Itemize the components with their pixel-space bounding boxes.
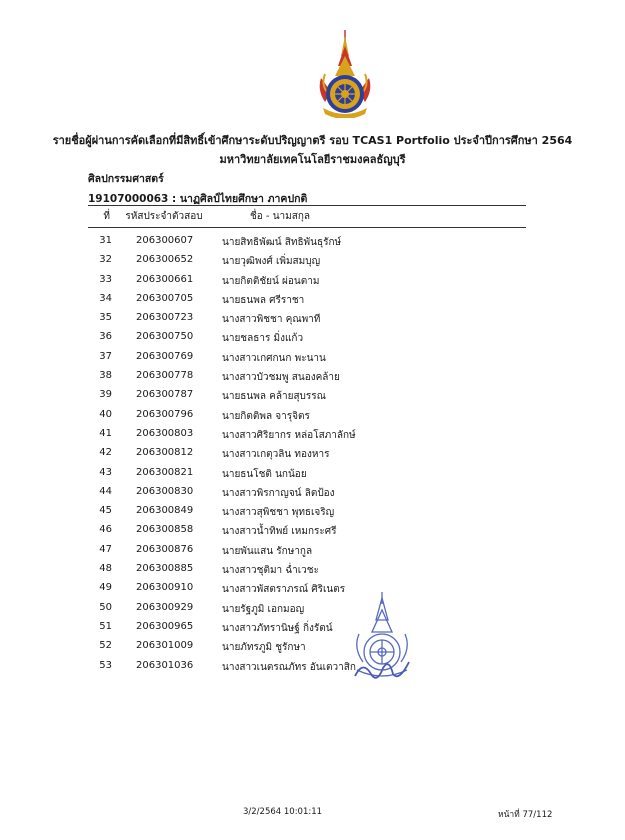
row-number: 45 [99,505,112,517]
row-full-name: นายกิตติพล จารุจิตร [222,410,310,422]
row-full-name: นางสาวชุติมา ฉ่ำเวชะ [222,565,319,577]
row-exam-id: 206300830 [136,485,194,497]
print-timestamp: 3/2/2564 10:01:11 [243,807,323,817]
table-row [0,579,625,598]
row-exam-id: 206300849 [136,505,194,517]
program-name: 19107000063 : นาฏศิลป์ไทยศึกษา ภาคปกติ [88,193,308,205]
row-exam-id: 206300661 [136,273,194,285]
row-number: 34 [99,292,112,304]
row-exam-id: 206300858 [136,524,194,536]
row-exam-id: 206300750 [136,331,194,343]
row-exam-id: 206301036 [136,659,194,671]
row-full-name: นางสาวพัสตราภรณ์ ศิริเนตร [222,584,346,596]
row-full-name: นายสิทธิพัฒน์ สิทธิพันธุรักษ์ [222,237,342,248]
row-full-name: นายกิตติชัยน์ ผ่อนตาม [222,275,320,287]
row-full-name: นายธนโชติ นกน้อย [222,468,307,480]
row-exam-id: 206300876 [136,543,194,555]
row-number: 36 [99,331,112,343]
seal-stamp-icon [349,590,415,686]
row-exam-id: 206300812 [136,447,194,459]
row-number: 33 [99,273,112,285]
row-number: 52 [99,640,112,652]
row-number: 37 [99,350,112,362]
university-name: มหาวิทยาลัยเทคโนโลยีราชมงคลธัญบุรี [219,153,406,166]
row-full-name: นายวุฒิพงศ์ เพิ่มสมบุญ [222,256,321,268]
table-row [0,464,625,483]
row-number: 31 [99,235,112,246]
row-exam-id: 206300929 [136,601,194,613]
row-full-name: นางสาวบัวชมพู สนองคล้าย [222,372,340,384]
table-row [0,541,625,560]
row-exam-id: 206300723 [136,312,194,324]
row-number: 47 [99,543,112,555]
row-full-name: นายภัทรภูมิ ชูรักษา [222,642,306,654]
row-full-name: นายชลธาร มิ่งแก้ว [222,333,304,345]
table-row [0,367,625,386]
row-exam-id: 206300787 [136,389,194,401]
row-exam-id: 206300778 [136,370,194,382]
row-exam-id: 206300769 [136,350,194,362]
student-list [0,232,625,676]
table-row [0,502,625,521]
row-full-name: นางสาวศิริยากร หล่อโสภาลักษ์ [222,429,356,441]
table-row [0,309,625,328]
column-header-number: ที่ [103,211,110,222]
table-row [0,406,625,425]
page-number: หน้าที่ 77/112 [498,810,553,820]
table-row [0,271,625,290]
column-header-full-name: ชื่อ - นามสกุล [249,211,311,222]
row-exam-id: 206300796 [136,408,194,420]
row-exam-id: 206300821 [136,466,194,478]
table-row [0,657,625,676]
table-row [0,618,625,637]
row-number: 39 [99,389,112,401]
table-row [0,483,625,502]
row-number: 46 [99,524,112,536]
row-number: 49 [99,582,112,594]
row-number: 51 [99,620,112,632]
table-row [0,251,625,270]
table-row [0,232,625,251]
row-full-name: นางสาวน้ำทิพย์ เหมกระศรี [222,526,337,538]
table-row [0,637,625,656]
row-number: 43 [99,466,112,478]
university-emblem-icon [315,30,375,118]
table-row [0,521,625,540]
table-row [0,328,625,347]
table-row [0,599,625,618]
row-number: 38 [99,370,112,382]
row-number: 42 [99,447,112,459]
row-number: 40 [99,408,112,420]
row-full-name: นางสาวเนตรณภัทร อันเตวาสิก [222,661,356,673]
row-exam-id: 206300652 [136,254,194,266]
column-header-exam-id: รหัสประจำตัวสอบ [125,211,203,222]
row-number: 50 [99,601,112,613]
row-full-name: นายธนพล ศรีราชา [222,294,305,306]
row-exam-id: 206300607 [136,235,194,246]
table-row [0,444,625,463]
table-row [0,290,625,309]
table-row [0,425,625,444]
row-number: 44 [99,485,112,497]
table-row [0,348,625,367]
table-row [0,560,625,579]
table-row [0,386,625,405]
row-full-name: นางสาวพิชชา คุณพาที [222,314,321,326]
row-exam-id: 206300965 [136,620,194,632]
row-exam-id: 206300705 [136,292,194,304]
row-full-name: นายรัฐภูมิ เอกมอญ [222,603,305,615]
document-title: รายชื่อผู้ผ่านการคัดเลือกที่มีสิทธิ์เข้าศึกษาระดับปริญญาตรี รอบ TCAS1 Portfolio ประจำปีการศึกษา 2564 [52,134,573,147]
table-header-rule [88,227,526,228]
row-number: 53 [99,659,112,671]
row-number: 41 [99,427,112,439]
row-exam-id: 206300885 [136,563,194,575]
row-exam-id: 206300910 [136,582,194,594]
row-number: 32 [99,254,112,266]
row-full-name: นางสาวเกศกนก พะนาน [222,352,326,364]
row-full-name: นางสาวภัทรานิษฐ์ กิ่งรัตน์ [222,622,333,634]
row-full-name: นางสาวเกตุวลิน ทองหาร [222,449,330,461]
row-full-name: นายพันแสน รักษากูล [222,545,313,557]
row-full-name: นางสาวพิรกาญจน์ ลิตป้อง [222,487,335,499]
row-exam-id: 206301009 [136,640,194,652]
row-number: 48 [99,563,112,575]
row-full-name: นางสาวสุพิชชา พุทธเจริญ [222,507,335,519]
faculty-name: ศิลปกรรมศาสตร์ [88,173,164,185]
row-exam-id: 206300803 [136,427,194,439]
row-full-name: นายธนพล คล้ายสุบรรณ [222,391,326,403]
row-number: 35 [99,312,112,324]
table-top-rule [88,205,526,206]
